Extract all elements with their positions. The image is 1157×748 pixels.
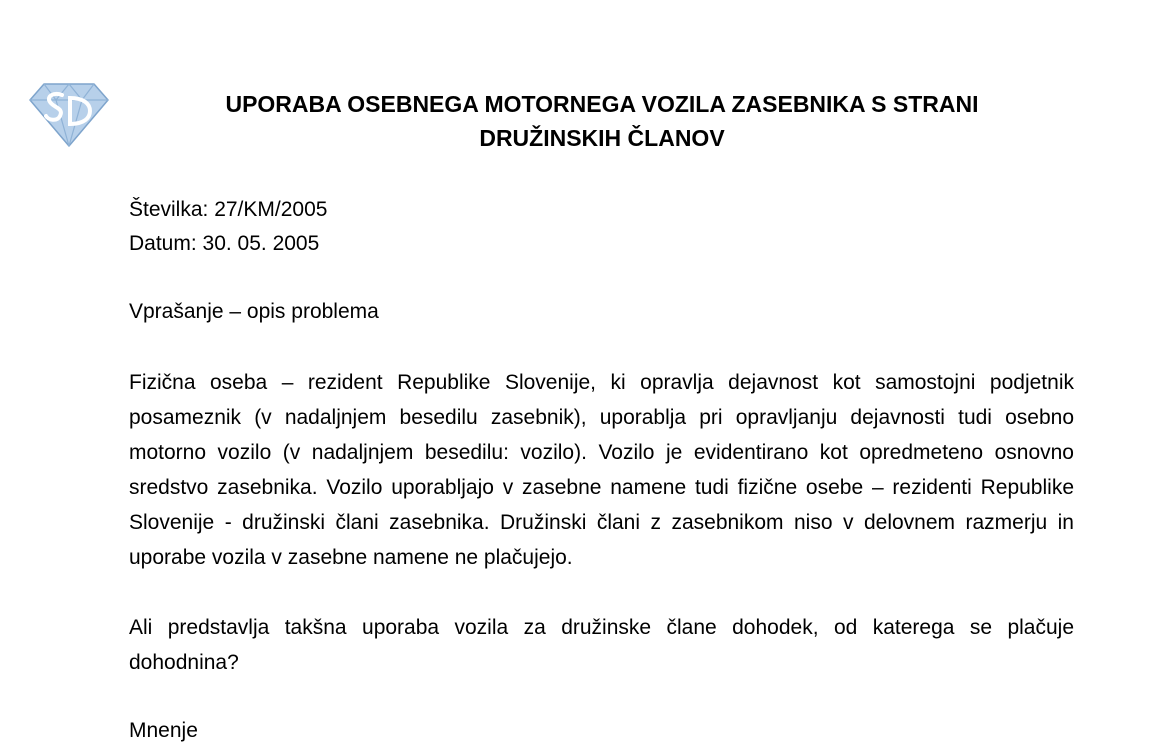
problem-description-paragraph: Fizična oseba – rezident Republike Slovenije, ki opravlja dejavnost kot samostojni podjetnik posameznik (v nadaljnjem besedilu zasebnik), uporablja pri opravljanju dejavnosti tudi osebno motorno vozilo (v nadaljnjem besedilu: vozilo). Vozilo je evidentirano kot opredmeteno osnovno sredstvo zasebnika. Vozilo uporabljajo v zasebne namene tudi fizične osebe – rezidenti Republike Slovenije - družinski člani zasebnika. Družinski člani z zasebnikom niso v delovnem razmerju in uporabe vozila v zasebne namene ne plačujejo. [129, 371, 1074, 569]
question-paragraph: Ali predstavlja takšna uporaba vozila za družinske člane dohodek, od katerega se plačuje dohodnina? [129, 616, 1074, 674]
organization-logo-icon [26, 78, 112, 150]
document-meta [129, 193, 327, 261]
question-heading: Vprašanje – opis problema [129, 300, 379, 323]
opinion-heading: Mnenje [129, 719, 198, 742]
document-title-line1: UPORABA OSEBNEGA MOTORNEGA VOZILA ZASEBNIKA S STRANI [225, 91, 979, 117]
document-title-line2: DRUŽINSKIH ČLANOV [479, 125, 725, 151]
document-number: Številka: 27/KM/2005 [129, 198, 328, 221]
document-date: Datum: 30. 05. 2005 [129, 232, 320, 255]
document-title [130, 87, 1074, 155]
